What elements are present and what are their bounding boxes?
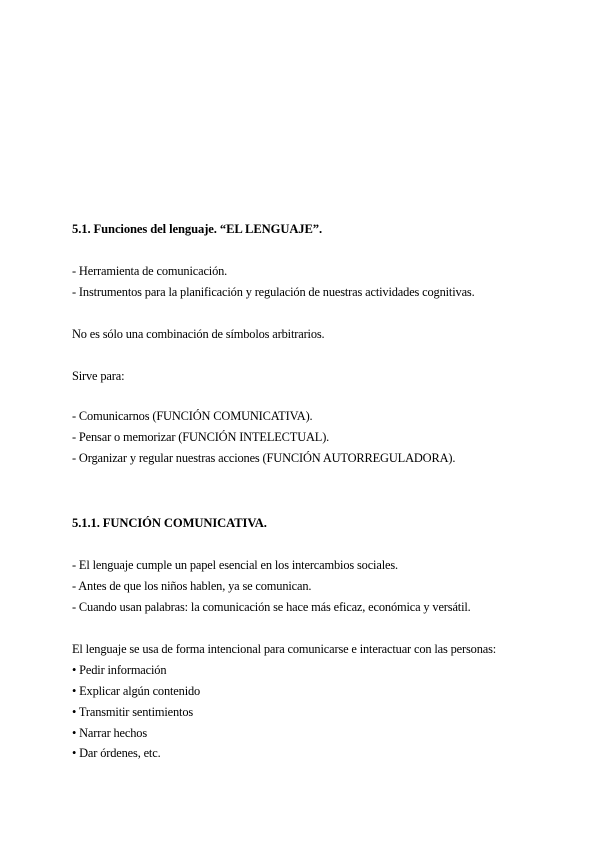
paragraph-not-only: No es sólo una combinación de símbolos arbitrarios. — [72, 327, 325, 341]
bullet-item-2: • Explicar algún contenido — [72, 684, 201, 698]
section-title-comunicativa: 5.1.1. FUNCIÓN COMUNICATIVA. — [72, 516, 267, 530]
communicative-point-3: - Cuando usan palabras: la comunicación se hace más eficaz, económica y versátil. — [72, 600, 471, 614]
bullet-item-4: • Narrar hechos — [72, 726, 148, 740]
communicative-point-2: - Antes de que los niños hablen, ya se comunican. — [72, 579, 312, 593]
paragraph-serves-for: Sirve para: — [72, 369, 125, 383]
bullet-item-3: • Transmitir sentimientos — [72, 705, 194, 719]
communicative-point-1: - El lenguaje cumple un papel esencial en los intercambios sociales. — [72, 558, 398, 572]
function-item-3: - Organizar y regular nuestras acciones (FUNCIÓN AUTORREGULADORA). — [72, 451, 456, 465]
bullet-item-5: • Dar órdenes, etc. — [72, 746, 161, 760]
section-title-funciones: 5.1. Funciones del lenguaje. “EL LENGUAJE”. — [72, 222, 323, 236]
function-item-1: - Comunicarnos (FUNCIÓN COMUNICATIVA). — [72, 409, 313, 423]
tool-item-1: - Herramienta de comunicación. — [72, 264, 228, 278]
paragraph-intentional-use: El lenguaje se usa de forma intencional para comunicarse e interactuar con las personas: — [72, 642, 497, 656]
bullet-item-1: • Pedir información — [72, 663, 167, 677]
tool-item-2: - Instrumentos para la planificación y regulación de nuestras actividades cognitivas. — [72, 285, 475, 299]
function-item-2: - Pensar o memorizar (FUNCIÓN INTELECTUAL). — [72, 430, 330, 444]
